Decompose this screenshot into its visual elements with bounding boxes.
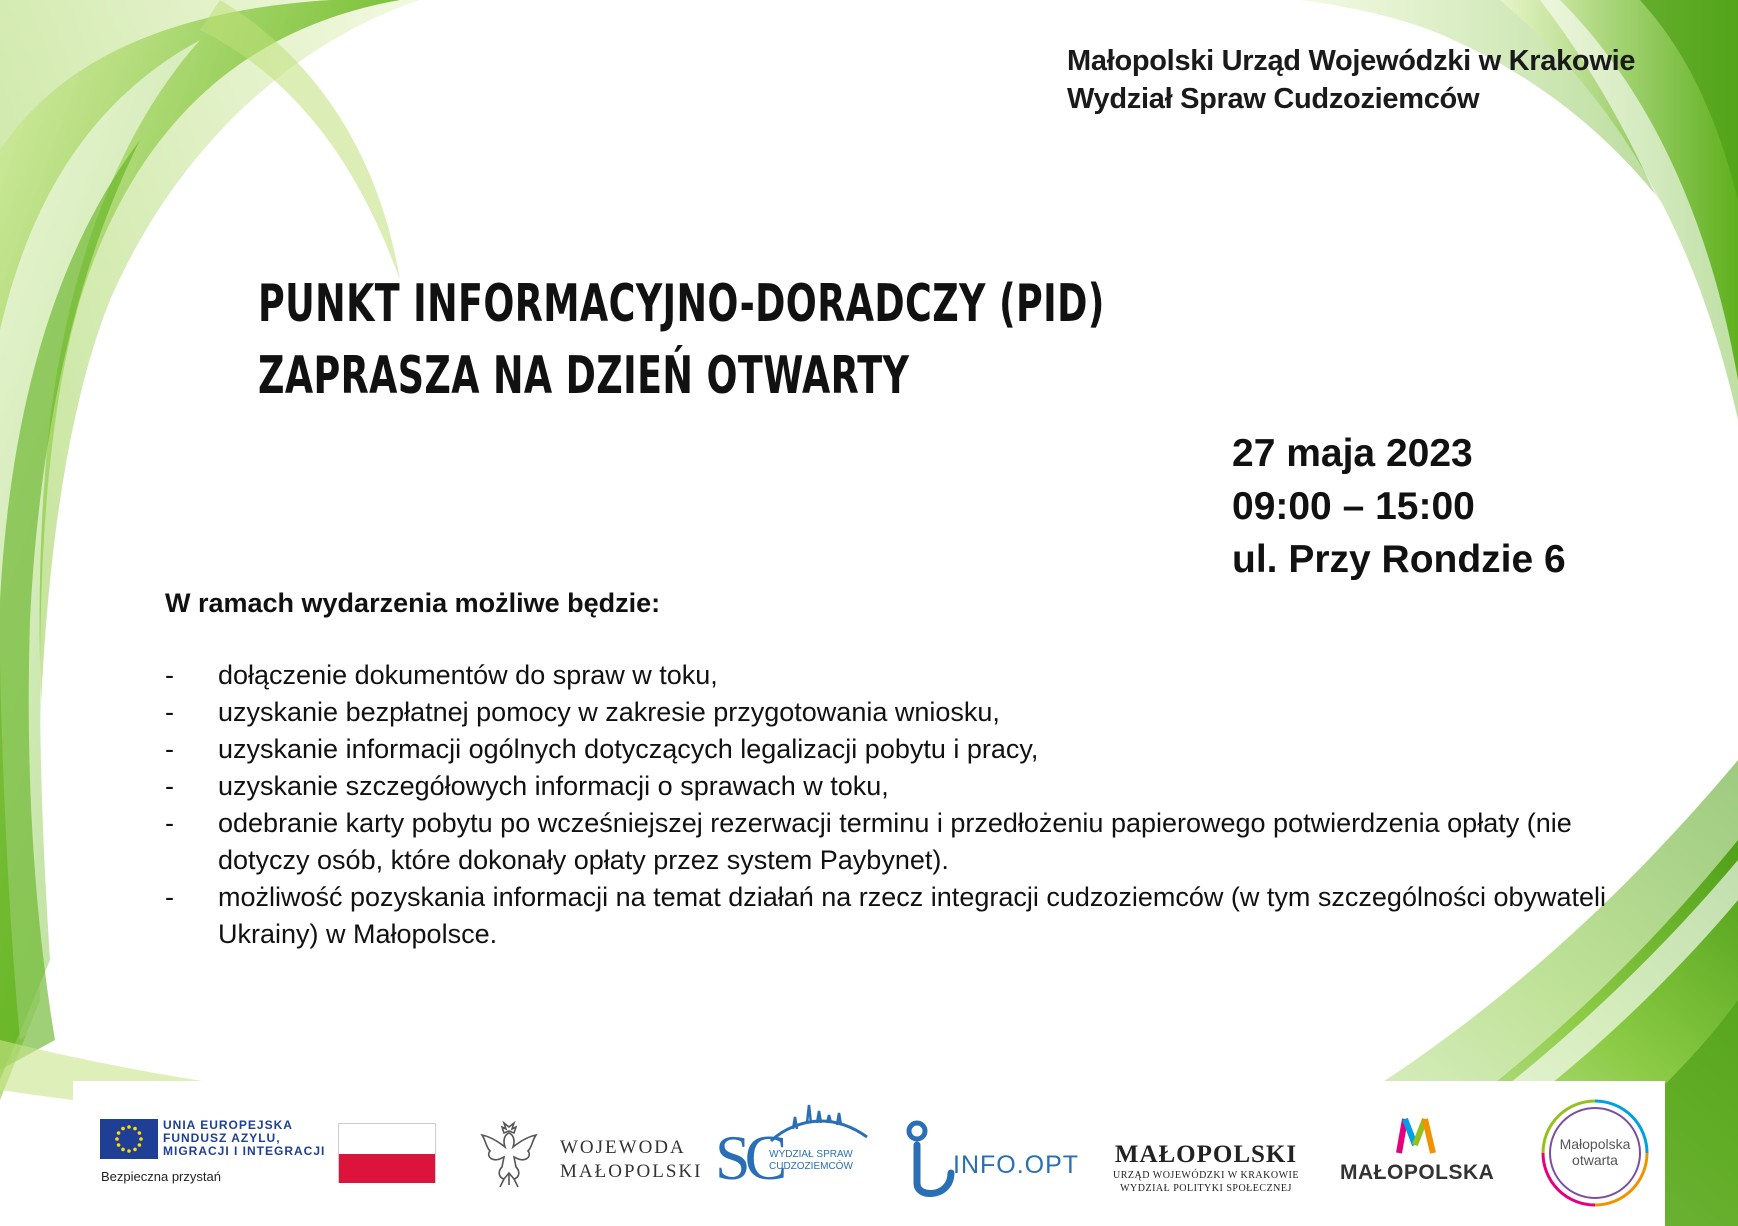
event-address: ul. Przy Rondzie 6 [1232,538,1566,581]
info-i-icon [905,1119,955,1197]
eu-line3: MIGRACJI I INTEGRACJI [163,1144,326,1158]
list-bullet: - [165,697,174,727]
eu-sub-text: Bezpieczna przystań [101,1169,221,1184]
list-item-text: uzyskanie szczegółowych informacji o sprawach w toku, [218,771,889,801]
list-item-text: odebranie karty pobytu po wcześniejszej rezerwacji terminu i przedłożeniu papierowego potwierdzenia opłaty (nie dotyczy osób, które dokonały opłaty przez system Paybynet). [218,808,1572,875]
eu-line2: FUNDUSZ AZYLU, [163,1131,281,1145]
wsc-line2: CUDZOZIEMCÓW [769,1161,853,1172]
title-line1: PUNKT INFORMACYJNO-DORADCZY (PID) [258,274,1105,334]
wsc-text [769,1149,853,1173]
list-item-text: uzyskanie informacji ogólnych dotyczących legalizacji pobytu i pracy, [218,734,1039,764]
eu-flag-icon [100,1119,158,1159]
wsc-mark: SC [715,1122,782,1193]
title-line2: ZAPRASZA NA DZIEŃ OTWARTY [258,346,910,406]
event-title [258,268,1105,412]
wojewoda-line2: MAŁOPOLSKI [560,1161,703,1182]
list-item-text: możliwość pozyskania informacji na temat działań na rzecz integracji cudzoziemców (w tym szczególności obywateli Ukrainy) w Małopolsce. [218,882,1607,949]
event-date: 27 maja 2023 [1232,432,1473,475]
otwarta-line2: otwarta [1572,1152,1618,1168]
polish-eagle-icon [478,1121,540,1189]
list-item [165,657,1625,694]
activities-list [165,657,1625,953]
list-item [165,879,1625,953]
otwarta-text [1550,1136,1640,1168]
malopolska-text: MAŁOPOLSKA [1340,1161,1495,1184]
malopolska-m-icon [1395,1115,1439,1155]
list-bullet: - [165,771,174,801]
event-time: 09:00 – 15:00 [1232,485,1475,528]
malopolski-urzad-logo [1113,1141,1299,1195]
eu-line1: UNIA EUROPEJSKA [163,1118,293,1132]
header-line1: Małopolski Urząd Wojewódzki w Krakowie [1067,45,1636,77]
list-item [165,805,1625,879]
malopolski-line1: MAŁOPOLSKI [1114,1141,1298,1168]
list-item-text: dołączenie dokumentów do spraw w toku, [218,660,718,690]
list-item-text: uzyskanie bezpłatnej pomocy w zakresie przygotowania wniosku, [218,697,1000,727]
malopolski-line3: WYDZIAŁ POLITYKI SPOŁECZNEJ [1120,1183,1292,1194]
list-bullet: - [165,734,174,764]
partner-logos-bar [73,1081,1665,1226]
organization-header [1067,42,1635,118]
list-bullet: - [165,808,174,838]
wojewoda-line1: WOJEWODA [560,1137,686,1158]
malopolski-line2: URZĄD WOJEWÓDZKI W KRAKOWIE [1113,1170,1299,1181]
list-item [165,694,1625,731]
otwarta-line1: Małopolska [1559,1136,1631,1152]
wojewoda-text [560,1136,702,1184]
wsc-line1: WYDZIAŁ SPRAW [769,1149,853,1160]
info-opt-text: INFO.OPT [953,1151,1080,1179]
eu-logo-text [163,1119,325,1158]
header-line2: Wydział Spraw Cudzoziemców [1067,83,1480,115]
list-bullet: - [165,660,174,690]
polish-flag-icon [338,1123,436,1183]
event-details [1232,427,1566,586]
list-intro: W ramach wydarzenia możliwe będzie: [165,588,661,618]
list-bullet: - [165,882,174,912]
list-item [165,731,1625,768]
list-item [165,768,1625,805]
